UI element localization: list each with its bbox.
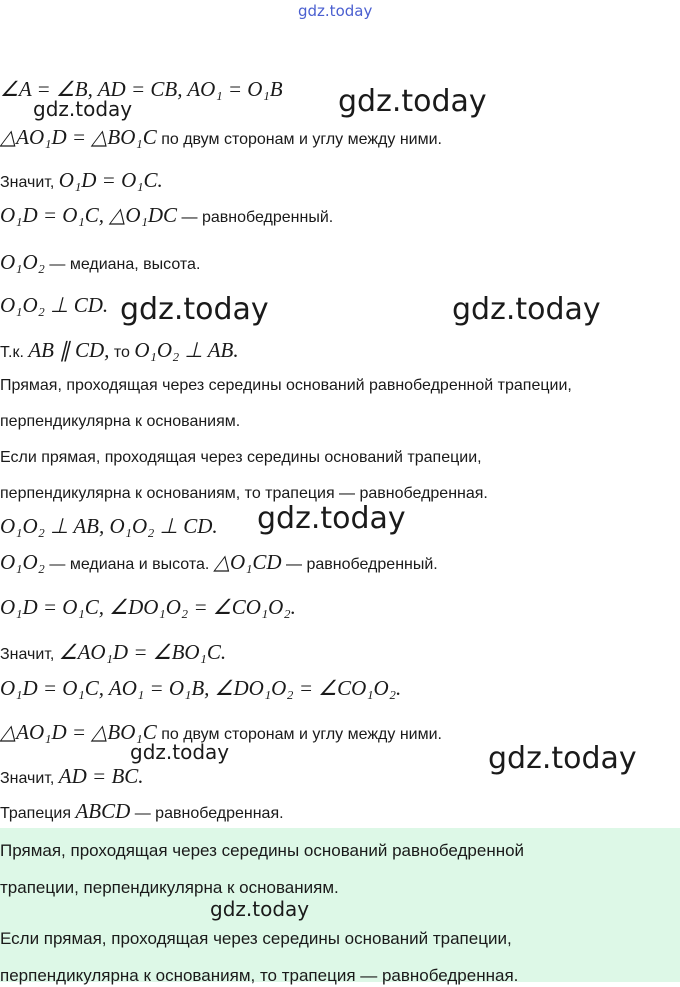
math-formula: ∠A = ∠B, AD = CB, AO₁ = O₁B [0, 77, 283, 101]
watermark: gdz.today [488, 741, 637, 776]
text-fragment: перпендикулярна к основаниям. [0, 413, 241, 430]
text-fragment: — равнобедренный. [181, 209, 334, 226]
solution-line-16 [0, 677, 401, 702]
text-fragment: — медиана и высота. [49, 556, 210, 573]
math-formula: O₁D = O₁C, ∠DO₁O₂ = ∠CO₁O₂. [0, 595, 296, 619]
solution-line-11 [0, 483, 488, 505]
highlight-line-4: перпендикулярна к основаниям, то трапеция — равнобедренная. [0, 966, 519, 985]
math-formula: O₁D = O₁C, △O₁DC [0, 203, 178, 227]
math-formula: △AO₁D = △BO₁C [0, 125, 157, 149]
solution-line-8 [0, 375, 572, 397]
text-fragment: по двум сторонам и углу между ними. [161, 131, 442, 148]
watermark: gdz.today [452, 292, 601, 327]
math-formula: O₁D = O₁C. [58, 168, 163, 192]
watermark: gdz.today [33, 97, 133, 121]
text-fragment: — равнобедренная. [134, 805, 284, 822]
math-formula: ∠AO₁D = ∠BO₁C. [58, 640, 227, 664]
text-fragment: — равнобедренный. [286, 556, 438, 573]
text-fragment: Прямая, проходящая через середины оснований равнобедренной трапеции, [0, 377, 572, 394]
solution-line-3 [0, 169, 163, 194]
watermark: gdz.today [257, 501, 406, 536]
watermark: gdz.today [210, 897, 310, 921]
text-fragment: Если прямая, проходящая через середины оснований трапеции, [0, 449, 482, 466]
solution-line-7 [0, 339, 239, 364]
highlight-line-2: трапеции, перпендикулярна к основаниям. [0, 878, 339, 897]
solution-line-13 [0, 551, 438, 576]
solution-line-4 [0, 204, 333, 229]
solution-line-15 [0, 641, 226, 666]
math-formula: O₁O₂ ⊥ CD. [0, 293, 109, 317]
text-fragment: Трапеция [0, 805, 71, 822]
solution-line-14 [0, 596, 296, 621]
text-fragment: перпендикулярна к основаниям, то трапеция — равнобедренная. [0, 485, 488, 502]
math-formula: AD = BC. [58, 764, 144, 788]
solution-line-19 [0, 800, 284, 825]
text-fragment: Значит, [0, 770, 55, 787]
text-fragment: Значит, [0, 646, 55, 663]
text-fragment: Т.к. [0, 344, 24, 361]
text-fragment: по двум сторонам и углу между ними. [161, 726, 442, 743]
math-formula: AB ∥ CD, [28, 338, 110, 362]
watermark: gdz.today [130, 740, 230, 764]
math-formula: △O₁CD [213, 550, 282, 574]
math-formula: O₁O₂ [0, 250, 45, 274]
solution-line-18 [0, 765, 144, 790]
math-formula: O₁O₂ ⊥ AB. [134, 338, 239, 362]
math-formula: △AO₁D = △BO₁C [0, 720, 157, 744]
text-fragment: то [113, 344, 130, 361]
math-formula: O₁O₂ ⊥ AB, O₁O₂ ⊥ CD. [0, 514, 218, 538]
solution-line-6 [0, 294, 108, 319]
solution-line-12 [0, 515, 218, 540]
solution-line-9 [0, 411, 240, 433]
text-fragment: Значит, [0, 174, 55, 191]
solution-line-10 [0, 447, 482, 469]
text-fragment: — медиана, высота. [49, 256, 201, 273]
math-formula: O₁O₂ [0, 550, 45, 574]
watermark: gdz.today [338, 84, 487, 119]
math-formula: O₁D = O₁C, AO₁ = O₁B, ∠DO₁O₂ = ∠CO₁O₂. [0, 676, 402, 700]
math-formula: ABCD [75, 799, 131, 823]
highlight-line-1: Прямая, проходящая через середины оснований равнобедренной [0, 841, 525, 860]
highlight-line-3: Если прямая, проходящая через середины оснований трапеции, [0, 929, 512, 948]
solution-line-2 [0, 126, 442, 151]
watermark: gdz.today [120, 292, 269, 327]
solution-line-5 [0, 251, 200, 276]
watermark-top: gdz.today [298, 2, 373, 20]
